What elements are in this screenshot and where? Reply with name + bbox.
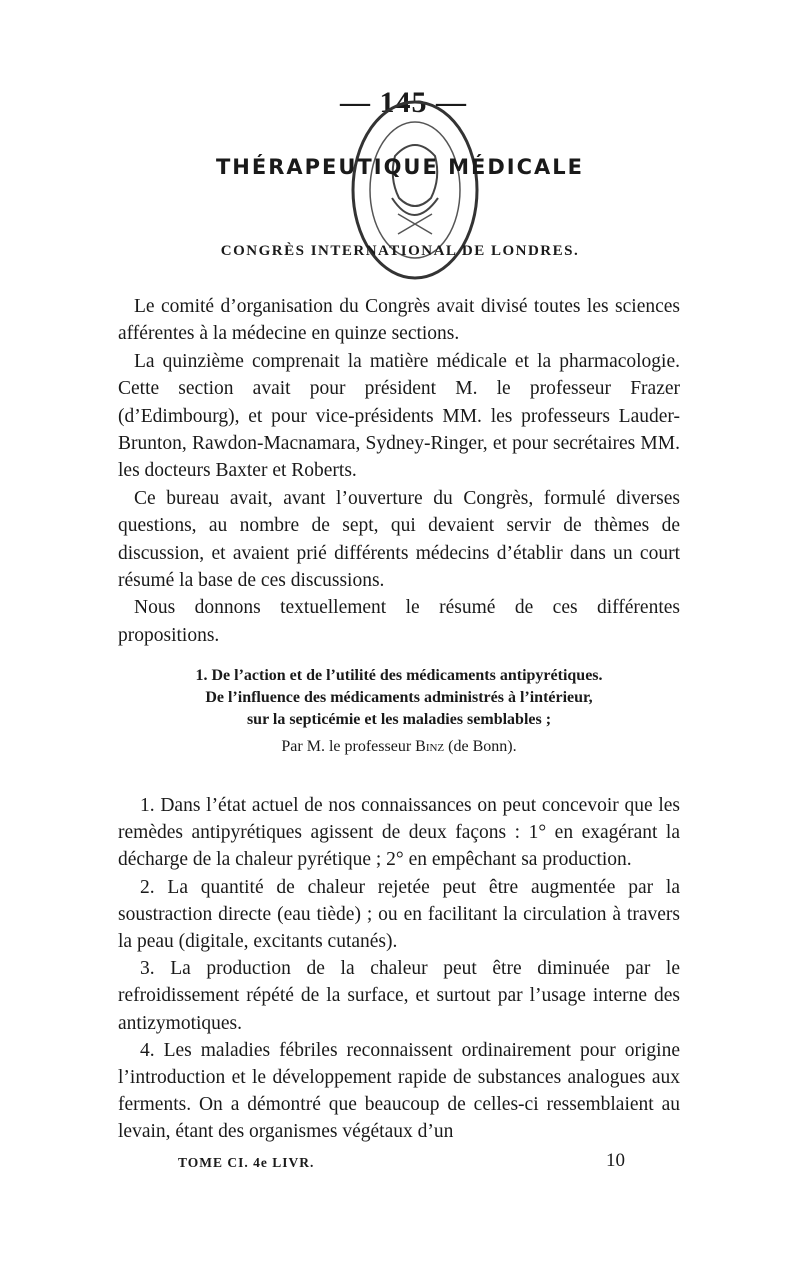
intro-text	[118, 293, 680, 649]
author-suffix: (de Bonn).	[448, 738, 517, 755]
page-number: — 145 —	[340, 86, 467, 119]
intro-paragraph: Ce bureau avait, avant l’ouverture du Congrès, formulé diverses questions, au nombre de sept, qui devaient servir de thèmes de discussion, et avaient prié différents médecins d’établir dans un court résumé la base de ces discussions.	[118, 487, 680, 592]
article-subtitle: CONGRÈS INTERNATIONAL DE LONDRES.	[220, 243, 580, 259]
question-title-line: sur la septicémie et les maladies semblables ;	[246, 711, 552, 728]
point-paragraph: 4. Les maladies fébriles reconnaissent ordinairement pour origine l’introduction et le développement rapide de substances analogues aux ferments. On a démontré que beaucoup de celles-ci ressemblaient au levain, étant des organismes végétaux d’un	[118, 1039, 680, 1143]
intro-paragraph: Le comité d’organisation du Congrès avait divisé toutes les sciences afférentes à la médecine en quinze sections.	[118, 296, 680, 345]
volume-info: TOME CI. 4e LIVR.	[178, 1155, 315, 1170]
question-title	[118, 665, 680, 731]
question-title-line: De l’influence des médicaments administrés à l’intérieur,	[205, 689, 593, 706]
point-paragraph: 2. La quantité de chaleur rejetée peut être augmentée par la soustraction directe (eau tiède) ; ou en facilitant la circulation à travers la peau (digitale, excitants cutanés).	[118, 876, 680, 953]
intro-paragraph: Nous donnons textuellement le résumé de ces différentes propositions.	[118, 597, 680, 646]
intro-paragraph: La quinzième comprenait la matière médicale et la pharmacologie. Cette section avait pour président M. le professeur Frazer (d’Edimbourg), et pour vice-présidents MM. les professeurs Lauder-Brunton, Rawdon-Macnamara, Sydney-Ringer, et pour secrétaires MM. les docteurs Baxter et Roberts.	[118, 350, 680, 482]
question-author	[118, 738, 680, 756]
point-paragraph: 1. Dans l’état actuel de nos connaissances on peut concevoir que les remèdes antipyrétiques agissent de deux façons : 1° en exagérant la décharge de la chaleur pyrétique ; 2° en empêchant sa production.	[118, 795, 680, 871]
author-prefix: Par M. le professeur	[281, 738, 412, 755]
numbered-points	[118, 792, 680, 1146]
author-name: Binz	[415, 738, 445, 755]
question-title-line: 1. De l’action et de l’utilité des médicaments antipyrétiques.	[195, 667, 603, 684]
signature-mark: 10	[606, 1150, 625, 1171]
point-paragraph: 3. La production de la chaleur peut être diminuée par le refroidissement répété de la surface, et surtout par l’usage interne des antizymotiques.	[118, 958, 680, 1034]
section-title: THÉRAPEUTIQUE MÉDICALE	[215, 155, 585, 179]
